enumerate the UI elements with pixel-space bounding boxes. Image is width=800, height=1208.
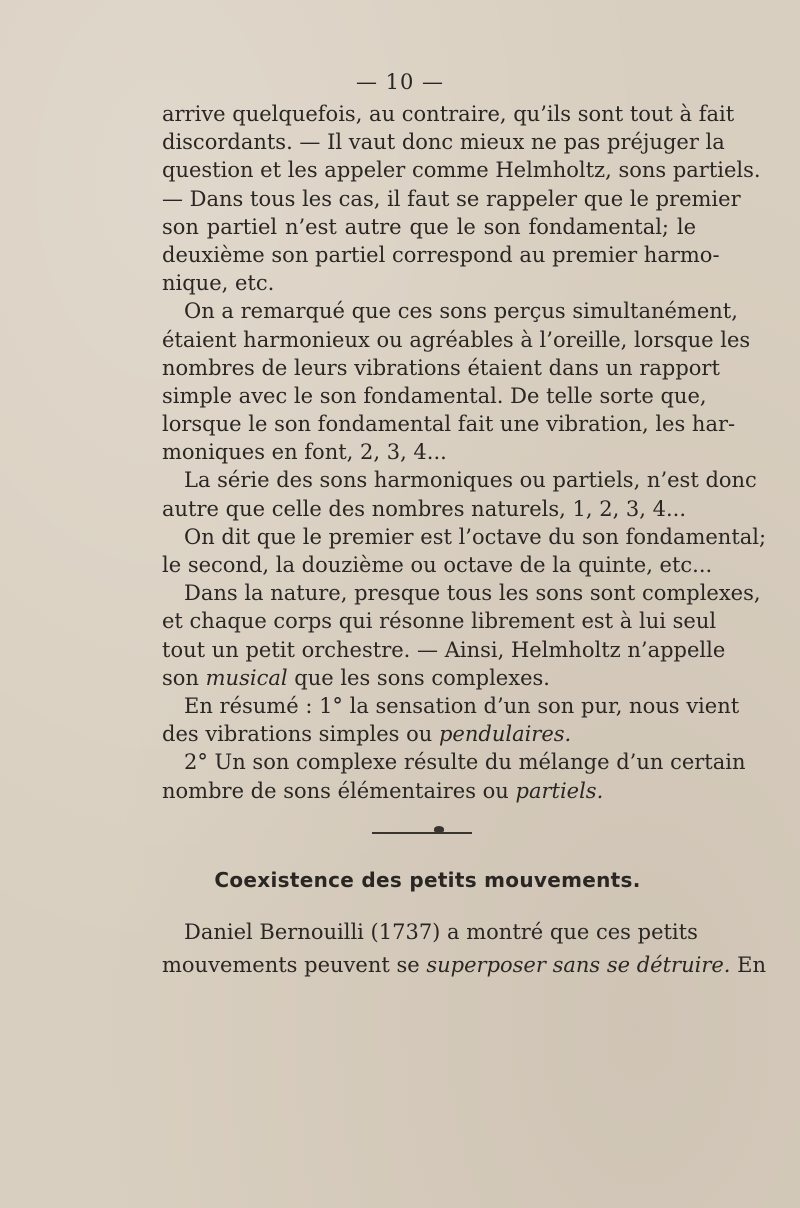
text-line: étaient harmonieux ou agréables à l’oreille, lorsque les [162,327,751,352]
italic-word: musical [205,665,288,690]
text-line: — Dans tous les cas, il faut se rappeler que le premier [162,186,741,211]
text-line: autre que celle des nombres naturels, 1, 2, 3, 4... [162,496,687,521]
text-line: question et les appeler comme Helmholtz, sons partiels. [162,158,761,183]
text-line [162,720,696,748]
text-line: En résumé : 1° la sensation d’un son pur, nous vient [184,693,740,718]
italic-word: partiels. [515,778,604,803]
text-line: tout un petit orchestre. — Ainsi, Helmholtz n’appelle [162,637,726,662]
text-line: simple avec le son fondamental. De telle sorte que, [162,383,707,408]
text-fragment: mouvements peuvent se [162,953,420,977]
text-line: lorsque le son fondamental fait une vibration, les har- [162,412,736,437]
text-line [162,949,767,982]
text-fragment: son [162,665,199,690]
section-divider [372,832,472,834]
text-line: son partiel n’est autre que le son fondamental; le [162,214,696,239]
section-heading: Coexistence des petits mouvements. [214,868,641,892]
italic-word: pendulaires. [438,722,572,747]
text-line: arrive quelquefois, au contraire, qu’ils sont tout à fait [162,102,735,126]
text-fragment: des vibrations simples ou [162,722,433,747]
section-text [162,916,767,982]
text-line: On dit que le premier est l’octave du son fondamental; [184,524,767,549]
text-line: discordants. — Il vaut donc mieux ne pas préjuger la [162,130,725,155]
text-line: 2° Un son complexe résulte du mélange d’un certain [184,750,746,775]
text-line [162,777,696,805]
divider-ornament [434,826,444,832]
text-line: et chaque corps qui résonne librement est à lui seul [162,609,717,634]
italic-phrase: superposer sans se détruire. [426,953,731,977]
text-line: La série des sons harmoniques ou partiels, n’est donc [184,468,757,493]
text-line: nique, etc. [162,271,275,296]
text-line: Dans la nature, presque tous les sons sont complexes, [184,581,761,606]
text-line: Daniel Bernouilli (1737) a montré que ces petits [184,920,698,944]
text-fragment: En [737,953,767,977]
text-line: deuxième son partiel correspond au premier harmo- [162,242,720,267]
text-line: On a remarqué que ces sons perçus simultanément, [184,299,738,324]
text-line [162,664,696,692]
text-fragment: nombre de sons élémentaires ou [162,778,509,803]
text-line: nombres de leurs vibrations étaient dans un rapport [162,355,720,380]
text-line: moniques en font, 2, 3, 4... [162,440,447,465]
text-fragment: que les sons complexes. [294,665,550,690]
body-text [162,100,767,805]
text-line: le second, la douzième ou octave de la quinte, etc... [162,553,713,577]
page-number: — 10 — [355,70,445,94]
